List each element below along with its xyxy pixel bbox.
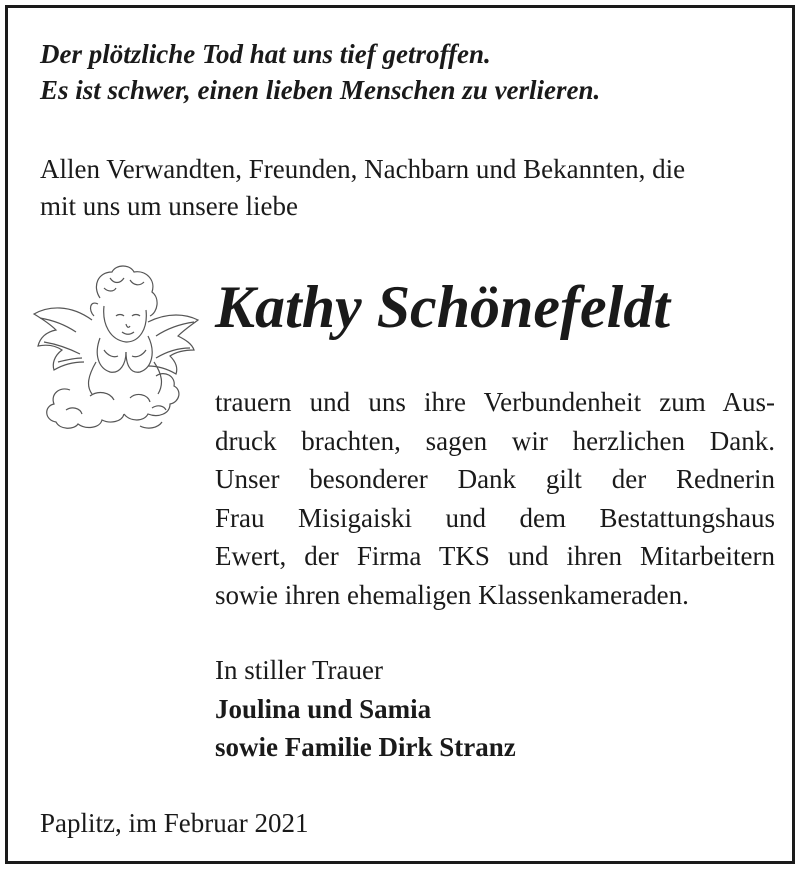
signature-block (215, 651, 516, 767)
notice-frame (5, 5, 795, 864)
thanks-text (215, 383, 775, 614)
thanks-line-6: sowie ihren ehemaligen Klassenkameraden. (215, 579, 689, 610)
thanks-line-4: Frau Misigaiski und dem Bestattungshaus (215, 502, 775, 533)
thanks-line-1: trauern und uns ihre Verbundenheit zum Aus- (215, 387, 775, 417)
intro-line-2: mit uns um unsere liebe (40, 191, 298, 221)
place-date: Paplitz, im Februar 2021 (40, 808, 309, 838)
signature-intro: In stiller Trauer (215, 655, 383, 685)
signature-names-2: sowie Familie Dirk Stranz (215, 732, 516, 762)
thanks-line-2: druck brachten, sagen wir herzlichen Dank. (215, 425, 775, 456)
thanks-line-3: Unser besonderer Dank gilt der Rednerin (215, 464, 775, 494)
signature-names-1: Joulina und Samia (215, 693, 432, 724)
motto (40, 36, 600, 108)
motto-line-1: Der plötzliche Tod hat uns tief getroffen. (40, 39, 491, 69)
intro-line-1: Allen Verwandten, Freunden, Nachbarn und Bekannten, die (40, 154, 686, 184)
angel-icon (30, 258, 202, 433)
thanks-line-5: Ewert, der Firma TKS und ihren Mitarbeitern (215, 541, 775, 571)
motto-line-2: Es ist schwer, einen lieben Menschen zu verlieren. (40, 75, 601, 105)
deceased-name: Kathy Schönefeldt (215, 274, 671, 340)
intro-text (40, 151, 780, 225)
